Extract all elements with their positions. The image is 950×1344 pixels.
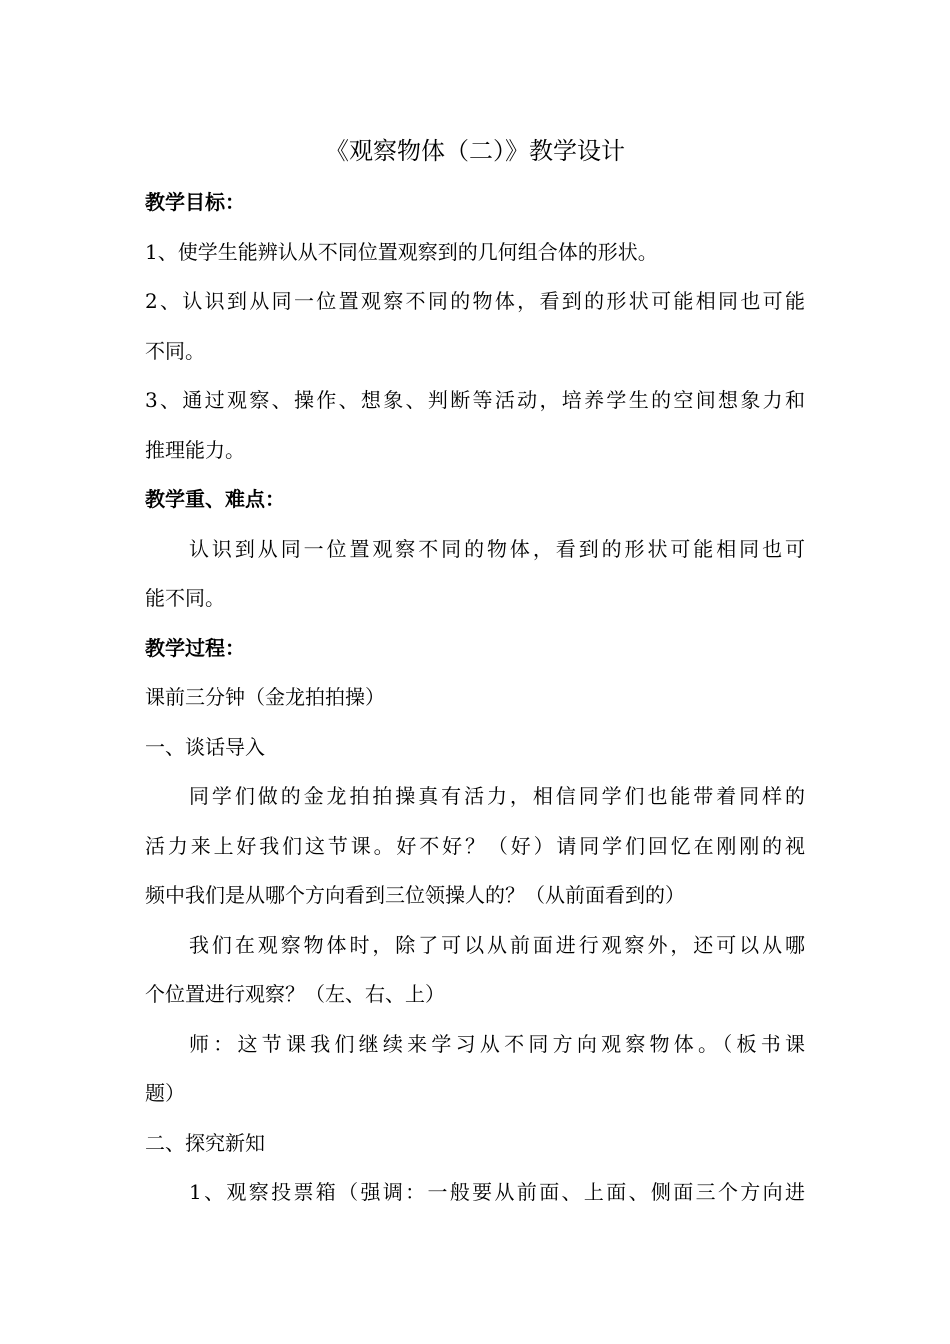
text-line: 一、谈话导入	[145, 734, 265, 759]
text-line: 3、通过观察、操作、想象、判断等活动，培养学生的空间想象力和	[145, 388, 805, 412]
text-line: 二、探究新知	[145, 1130, 265, 1155]
document-body	[145, 178, 805, 1218]
text-line: 个位置进行观察？（左、右、上）	[145, 982, 445, 1006]
section-heading: 教学过程：	[145, 635, 245, 660]
text-line: 课前三分钟（金龙拍拍操）	[145, 685, 385, 709]
text-line: 频中我们是从哪个方向看到三位领操人的？（从前面看到的）	[145, 883, 685, 907]
text-line: 认识到从同一位置观察不同的物体，看到的形状可能相同也可	[189, 536, 805, 561]
document-title: 《观察物体（二）》教学设计	[325, 137, 625, 165]
text-line: 我们在观察物体时，除了可以从前面进行观察外，还可以从哪	[189, 932, 805, 957]
text-line: 题）	[145, 1081, 185, 1105]
text-line: 2、认识到从同一位置观察不同的物体，看到的形状可能相同也可能	[145, 289, 805, 313]
text-line: 推理能力。	[145, 437, 245, 462]
text-line: 1、观察投票箱（强调：一般要从前面、上面、侧面三个方向进	[189, 1180, 805, 1204]
text-line: 师：这节课我们继续来学习从不同方向观察物体。（板书课	[189, 1031, 805, 1056]
text-line: 同学们做的金龙拍拍操真有活力，相信同学们也能带着同样的	[189, 784, 805, 808]
section-heading: 教学目标：	[145, 190, 245, 214]
text-line: 能不同。	[145, 586, 225, 610]
text-line: 活力来上好我们这节课。好不好？（好）请同学们回忆在刚刚的视	[145, 833, 805, 858]
section-heading: 教学重、难点：	[145, 487, 285, 511]
text-line: 不同。	[145, 338, 205, 363]
text-line: 1、使学生能辨认从不同位置观察到的几何组合体的形状。	[145, 239, 658, 264]
